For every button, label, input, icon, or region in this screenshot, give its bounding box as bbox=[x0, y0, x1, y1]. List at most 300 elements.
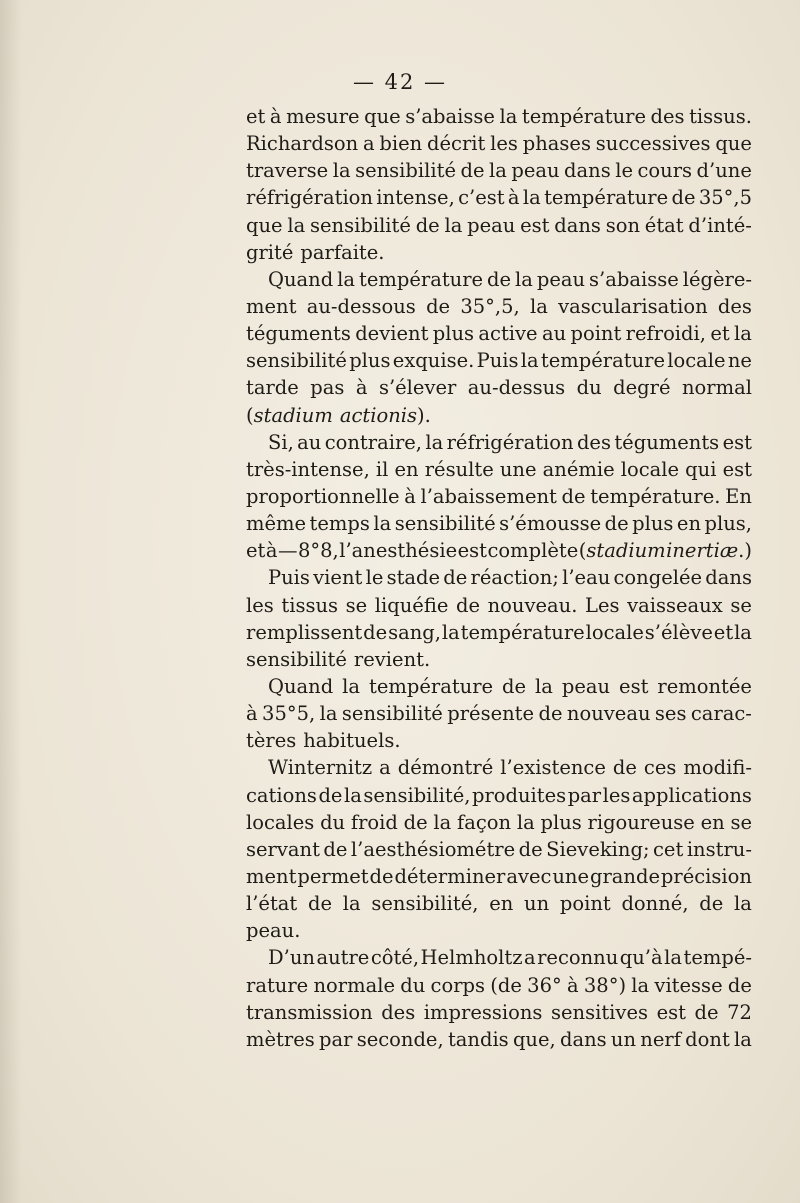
word: liquéfie bbox=[374, 593, 449, 617]
text-line bbox=[246, 537, 752, 564]
word: est bbox=[722, 430, 752, 454]
word: ses bbox=[654, 702, 687, 726]
word: et bbox=[246, 539, 266, 563]
word: la bbox=[342, 892, 361, 916]
word: Sieveking; bbox=[546, 837, 650, 861]
word: la bbox=[734, 322, 752, 346]
word: une bbox=[552, 864, 590, 888]
word: en bbox=[394, 457, 419, 481]
word: peau bbox=[511, 159, 560, 183]
word: dans bbox=[705, 566, 752, 590]
word: l’eau bbox=[562, 566, 611, 590]
word: au-dessus bbox=[467, 376, 566, 400]
word: ment bbox=[246, 864, 297, 888]
word: plus, bbox=[704, 512, 752, 536]
word: carac- bbox=[690, 702, 752, 726]
word: légère- bbox=[682, 267, 752, 291]
word: remontée bbox=[657, 674, 752, 698]
word: l’état bbox=[246, 892, 298, 916]
word: téguments bbox=[614, 430, 720, 454]
word: a bbox=[379, 756, 391, 780]
word: se bbox=[730, 810, 752, 834]
text-line bbox=[246, 429, 752, 456]
word: s’élève bbox=[644, 620, 713, 644]
word: de bbox=[694, 1000, 719, 1024]
word: locale bbox=[620, 457, 680, 481]
word: Winternitz bbox=[268, 756, 373, 780]
word: est bbox=[619, 674, 649, 698]
word: ne bbox=[727, 349, 752, 373]
word: sensibilité bbox=[341, 702, 443, 726]
word: a bbox=[523, 946, 536, 970]
word: nouveau. bbox=[487, 593, 578, 617]
word: mètres bbox=[246, 1027, 315, 1051]
word: nouveau bbox=[566, 702, 651, 726]
word: corps bbox=[430, 973, 486, 997]
text-line bbox=[246, 890, 752, 917]
word: grité bbox=[246, 240, 294, 264]
word: est bbox=[520, 213, 550, 237]
word: sensibilité bbox=[246, 349, 347, 373]
word: a bbox=[362, 132, 375, 156]
text-line bbox=[246, 564, 752, 591]
word: proportionnelle bbox=[246, 484, 400, 508]
text-line bbox=[246, 782, 752, 809]
word: température. bbox=[590, 484, 721, 508]
text-line bbox=[246, 320, 752, 347]
word: état bbox=[644, 213, 684, 237]
word: la bbox=[734, 892, 752, 916]
word: du bbox=[320, 810, 346, 834]
text-line bbox=[246, 402, 752, 429]
word: sensibilité bbox=[394, 512, 496, 536]
text-line bbox=[246, 727, 752, 754]
text-line bbox=[246, 212, 752, 239]
word: la bbox=[516, 810, 535, 834]
word: l’existence bbox=[500, 756, 606, 780]
word: du bbox=[400, 973, 426, 997]
text-line bbox=[246, 483, 752, 510]
word: côté, bbox=[370, 946, 420, 970]
word: la bbox=[535, 674, 553, 698]
word: Si, bbox=[268, 430, 294, 454]
word: des bbox=[576, 430, 611, 454]
word: normal bbox=[681, 376, 752, 400]
text-line bbox=[246, 592, 752, 619]
text-line bbox=[246, 836, 752, 863]
text-line bbox=[246, 972, 752, 999]
word: vitesse bbox=[654, 973, 723, 997]
word: applications bbox=[631, 783, 752, 807]
word: 8°8, bbox=[297, 539, 339, 563]
word: 36° bbox=[527, 973, 562, 997]
text-line bbox=[246, 673, 752, 700]
word: le bbox=[365, 566, 384, 590]
word: que, bbox=[512, 1027, 556, 1051]
word: à bbox=[355, 376, 368, 400]
word: cet bbox=[653, 837, 684, 861]
word: que bbox=[246, 213, 283, 237]
word: du bbox=[576, 376, 602, 400]
word: au bbox=[541, 322, 567, 346]
word: devient bbox=[355, 322, 429, 346]
word: de bbox=[699, 892, 724, 916]
word: plus bbox=[432, 322, 475, 346]
word: (stadium bbox=[246, 403, 333, 427]
word: vascularisation bbox=[558, 294, 708, 318]
word: instru- bbox=[686, 837, 752, 861]
word: Quand bbox=[268, 267, 334, 291]
word: à bbox=[246, 702, 258, 726]
word: la bbox=[734, 1027, 752, 1051]
word: phases bbox=[522, 132, 591, 156]
word: la bbox=[319, 702, 338, 726]
word: démontré bbox=[397, 756, 494, 780]
word: s’émousse bbox=[499, 512, 602, 536]
word: température bbox=[460, 620, 585, 644]
text-line bbox=[246, 456, 752, 483]
word: Helmholtz bbox=[420, 946, 523, 970]
word: se bbox=[730, 593, 752, 617]
word: peau bbox=[561, 674, 611, 698]
word: plus bbox=[349, 349, 391, 373]
word: Quand bbox=[268, 674, 334, 698]
word: de bbox=[426, 294, 451, 318]
word: donné, bbox=[621, 892, 689, 916]
word: tissus bbox=[281, 593, 339, 617]
text-line bbox=[246, 999, 752, 1026]
word: de bbox=[363, 620, 388, 644]
word: dans bbox=[554, 213, 601, 237]
text-line bbox=[246, 130, 752, 157]
text-line bbox=[246, 619, 752, 646]
word: de bbox=[443, 566, 468, 590]
word: peau. bbox=[246, 919, 301, 943]
text-line bbox=[246, 510, 752, 537]
word: façon bbox=[457, 810, 512, 834]
word: température bbox=[540, 349, 666, 373]
word: et bbox=[713, 620, 734, 644]
page-number: — 42 — bbox=[352, 70, 448, 94]
word: de bbox=[460, 159, 485, 183]
word: habituels. bbox=[303, 729, 401, 753]
word: parfaite. bbox=[300, 240, 385, 264]
word: il bbox=[375, 457, 389, 481]
word: en bbox=[700, 810, 725, 834]
word: anémie bbox=[542, 457, 615, 481]
word: à bbox=[269, 105, 282, 128]
word: et bbox=[710, 322, 730, 346]
word: active bbox=[478, 322, 538, 346]
word: 72 bbox=[727, 1000, 752, 1024]
word: temps bbox=[309, 512, 370, 536]
word: l’aesthésiométre bbox=[350, 837, 516, 861]
word: reconnu bbox=[537, 946, 619, 970]
word: nerf bbox=[640, 1027, 681, 1051]
text-line bbox=[246, 917, 752, 944]
word: de bbox=[308, 892, 333, 916]
word: par bbox=[567, 783, 602, 807]
word: dont bbox=[685, 1027, 730, 1051]
text-line bbox=[246, 646, 752, 673]
word: la bbox=[522, 186, 541, 210]
word: la bbox=[433, 810, 452, 834]
word: locale bbox=[667, 349, 726, 373]
word: intense, bbox=[376, 186, 455, 210]
word: le bbox=[615, 159, 633, 183]
word: Puis bbox=[268, 566, 310, 590]
word: d’une bbox=[696, 159, 752, 183]
text-line bbox=[246, 1026, 752, 1053]
word: qu’à bbox=[619, 946, 663, 970]
word: température bbox=[369, 674, 494, 698]
text-line bbox=[246, 754, 752, 781]
word: inertiæ.) bbox=[666, 539, 752, 563]
word: réfrigération bbox=[446, 430, 574, 454]
word: sensibilité, bbox=[363, 783, 471, 807]
text-line bbox=[246, 863, 752, 890]
word: la bbox=[631, 973, 650, 997]
word: décrit bbox=[427, 132, 486, 156]
spine-shadow bbox=[0, 0, 22, 1203]
word: d’inté- bbox=[688, 213, 752, 237]
word: de bbox=[502, 674, 527, 698]
word: à bbox=[404, 484, 416, 508]
word: complète bbox=[487, 539, 579, 563]
word: la bbox=[337, 267, 356, 291]
text-line bbox=[246, 944, 752, 971]
word: précision bbox=[660, 864, 752, 888]
word: des bbox=[381, 1000, 416, 1024]
word: congelée bbox=[613, 566, 703, 590]
word: la bbox=[664, 946, 682, 970]
word: — bbox=[278, 539, 298, 563]
word: de bbox=[727, 973, 752, 997]
text-line bbox=[246, 809, 752, 836]
word: au bbox=[297, 430, 322, 454]
text-line bbox=[246, 239, 752, 266]
word: même bbox=[246, 512, 307, 536]
word: téguments bbox=[246, 322, 351, 346]
word: revient. bbox=[353, 647, 431, 671]
word: de bbox=[456, 593, 481, 617]
word: traverse bbox=[246, 159, 329, 183]
word: est bbox=[457, 539, 487, 563]
text-line bbox=[246, 374, 752, 401]
text-line bbox=[246, 157, 752, 184]
word: (de bbox=[490, 973, 522, 997]
word: à bbox=[507, 186, 520, 210]
word: très-intense, bbox=[246, 457, 370, 481]
word: avec bbox=[506, 864, 552, 888]
word: à bbox=[265, 539, 278, 563]
word: de bbox=[487, 267, 512, 291]
word: la bbox=[343, 783, 362, 807]
word: D’un bbox=[268, 946, 315, 970]
word: servant bbox=[246, 837, 320, 861]
word: l’anesthésie bbox=[339, 539, 458, 563]
word: s’abaisse bbox=[589, 267, 679, 291]
word: la bbox=[287, 213, 306, 237]
word: la bbox=[444, 213, 463, 237]
word: tères bbox=[246, 729, 297, 753]
word: de bbox=[403, 810, 428, 834]
word: l’abaissement bbox=[420, 484, 557, 508]
word: que bbox=[715, 132, 752, 156]
word: locale bbox=[585, 620, 644, 644]
word: stade bbox=[386, 566, 441, 590]
word: de bbox=[538, 702, 563, 726]
word: actionis). bbox=[339, 403, 431, 427]
word: en bbox=[489, 892, 514, 916]
text-line bbox=[246, 700, 752, 727]
word: résulte bbox=[424, 457, 494, 481]
word: normale bbox=[313, 973, 395, 997]
word: sensibilité bbox=[246, 647, 347, 671]
word: froid bbox=[350, 810, 398, 834]
word: la bbox=[515, 267, 533, 291]
word: dans bbox=[559, 1027, 607, 1051]
word: sensibilité bbox=[310, 213, 411, 237]
word: de bbox=[561, 484, 586, 508]
word: de bbox=[323, 837, 348, 861]
word: autre bbox=[316, 946, 370, 970]
word: s’élever bbox=[378, 376, 457, 400]
word: au-dessous bbox=[306, 294, 416, 318]
word: de bbox=[612, 756, 637, 780]
word: sensibilité bbox=[355, 159, 456, 183]
word: c’est bbox=[458, 186, 505, 210]
word: la bbox=[499, 105, 518, 128]
word: refroidi, bbox=[625, 322, 706, 346]
word: sensitives bbox=[551, 1000, 648, 1024]
word: dans bbox=[564, 159, 611, 183]
word: modifi- bbox=[683, 756, 752, 780]
word: contraire, bbox=[324, 430, 423, 454]
word: 35°,5, bbox=[460, 294, 520, 318]
word: vaisseaux bbox=[627, 593, 723, 617]
word: les bbox=[602, 783, 631, 807]
word: par bbox=[319, 1027, 353, 1051]
word: la bbox=[441, 620, 460, 644]
word: un bbox=[524, 892, 550, 916]
word: Les bbox=[585, 593, 620, 617]
word: cours bbox=[637, 159, 693, 183]
word: qui bbox=[685, 457, 717, 481]
word: tarde bbox=[246, 376, 299, 400]
word: seconde, bbox=[356, 1027, 444, 1051]
word: de bbox=[518, 837, 543, 861]
word: pas bbox=[310, 376, 345, 400]
word: grande bbox=[589, 864, 660, 888]
word: est bbox=[656, 1000, 686, 1024]
word: de bbox=[318, 783, 343, 807]
word: tissus. bbox=[689, 105, 752, 128]
word: produites bbox=[471, 783, 567, 807]
word: de bbox=[415, 213, 440, 237]
word: cations bbox=[246, 783, 317, 807]
word: température bbox=[544, 186, 669, 210]
word: 35°,5 bbox=[698, 186, 752, 210]
word: présente bbox=[447, 702, 535, 726]
word: déterminer bbox=[394, 864, 506, 888]
word: de bbox=[369, 864, 394, 888]
word: les bbox=[490, 132, 518, 156]
word: point bbox=[559, 892, 611, 916]
word: température bbox=[521, 105, 646, 128]
word: la bbox=[332, 159, 351, 183]
word: plus bbox=[540, 810, 582, 834]
word: et bbox=[246, 105, 266, 128]
word: En bbox=[725, 484, 752, 508]
word: successives bbox=[595, 132, 711, 156]
word: réfrigération bbox=[246, 186, 373, 210]
word: 35°5, bbox=[262, 702, 316, 726]
text-line bbox=[246, 266, 752, 293]
text-line bbox=[246, 103, 752, 130]
word: son bbox=[605, 213, 641, 237]
word: plus bbox=[632, 512, 674, 536]
word: peau bbox=[467, 213, 516, 237]
word: sang, bbox=[388, 620, 441, 644]
body-text bbox=[246, 103, 752, 1053]
word: se bbox=[345, 593, 368, 617]
word: la bbox=[342, 674, 361, 698]
text-line bbox=[246, 293, 752, 320]
word: température bbox=[359, 267, 484, 291]
word: Puis bbox=[476, 349, 519, 373]
word: impressions bbox=[423, 1000, 543, 1024]
word: en bbox=[676, 512, 702, 536]
word: un bbox=[610, 1027, 637, 1051]
word: une bbox=[499, 457, 537, 481]
word: Richardson bbox=[246, 132, 359, 156]
word: tempé- bbox=[683, 946, 752, 970]
word: réaction; bbox=[470, 566, 559, 590]
word: 38°) bbox=[583, 973, 627, 997]
word: est bbox=[722, 457, 752, 481]
word: point bbox=[570, 322, 622, 346]
word: à bbox=[566, 973, 579, 997]
word: s’abaisse bbox=[405, 105, 495, 128]
word: des bbox=[650, 105, 685, 128]
word: de bbox=[604, 512, 629, 536]
word: de bbox=[671, 186, 696, 210]
word: sensibilité, bbox=[371, 892, 479, 916]
word: la bbox=[520, 349, 539, 373]
text-line bbox=[246, 347, 752, 374]
word: degré bbox=[613, 376, 671, 400]
word: vient bbox=[313, 566, 363, 590]
word: tandis bbox=[447, 1027, 509, 1051]
word: la bbox=[373, 512, 392, 536]
word: bien bbox=[379, 132, 423, 156]
word: rature bbox=[246, 973, 309, 997]
word: locales bbox=[246, 810, 315, 834]
word: exquise. bbox=[392, 349, 475, 373]
word: peau bbox=[536, 267, 586, 291]
word: la bbox=[734, 620, 752, 644]
word: les bbox=[246, 593, 274, 617]
word: la bbox=[488, 159, 507, 183]
word: transmission bbox=[246, 1000, 373, 1024]
word: permet bbox=[297, 864, 369, 888]
word: rigoureuse bbox=[587, 810, 695, 834]
word: ces bbox=[643, 756, 677, 780]
word: la bbox=[425, 430, 444, 454]
word: remplissent bbox=[246, 620, 363, 644]
word: ment bbox=[246, 294, 297, 318]
